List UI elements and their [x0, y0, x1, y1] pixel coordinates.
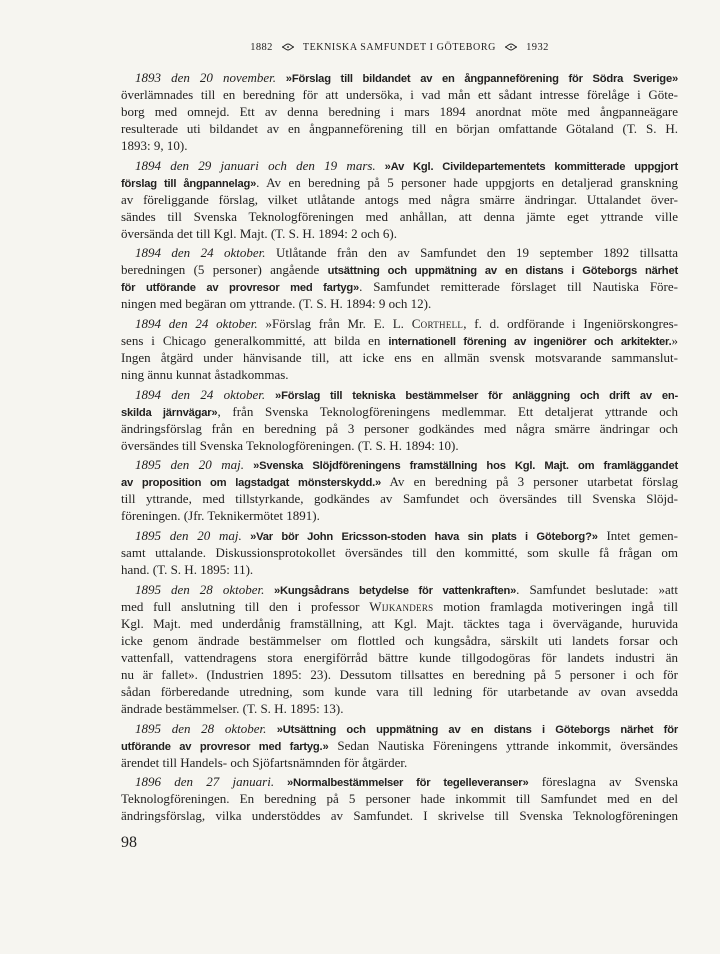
bold-title: »Kungsådrans betydelse för vattenkraften» [264, 584, 517, 597]
text-line [121, 666, 678, 683]
text-run: , från Svenska Teknologföreningens medlemmar. Ett detaljerat yttrande och [217, 403, 678, 419]
text-run: översända det till Kgl. Majt. (T. S. H. 1894: 2 och 6). [121, 225, 397, 241]
text-run: hand. (T. S. H. 1895: 11). [121, 562, 254, 578]
text-run: ningen med begäran om yttrande. (T. S. H. 1894: 9 och 12). [121, 296, 432, 312]
text-line [121, 69, 678, 86]
bold-title: för utförande av provresor med fartyg» [121, 282, 360, 295]
entry-date: 1894 den 24 oktober. [135, 386, 266, 402]
text-run: 1893: 9, 10). [121, 138, 188, 153]
text-run: ändringsförslag från en beredning på 3 personer godkändes med några smärre ändringar och [121, 420, 678, 436]
page-number: 98 [121, 834, 137, 851]
text-run: »Förslag från Mr. E. L. [257, 316, 412, 332]
text-line [121, 544, 678, 561]
text-line [121, 615, 678, 632]
text-line [121, 295, 678, 312]
text-run: beredningen (5 personer) angående [121, 262, 328, 278]
text-line [121, 807, 678, 824]
text-line [121, 581, 678, 598]
bold-title: förslag till ångpannelag» [121, 177, 257, 190]
bold-title: »Normalbestämmelser för tegelleveranser» [274, 777, 529, 790]
bold-title: utsättning och uppmätning av en distans i Göteborgs närhet [327, 265, 678, 278]
text-run: samt uttalande. Diskussionsprotokollet översändes till den kommitté, som skulle få frågan om [121, 545, 678, 561]
text-run: med full anslutning till den i professor [121, 598, 370, 614]
text-line [121, 315, 678, 332]
text-line [121, 120, 678, 137]
text-run: vattenfall, vattendragens stora energiförråd bättre kunde tillgodogöras för landets industri än [121, 649, 678, 665]
person-name: Wijkanders [369, 598, 434, 614]
text-run: sändes till Svenska Teknologföreningen med anhållan, att denna jämte eget yttrande ville [121, 208, 678, 224]
text-run: . Samfundet remitterade förslaget till Nautiska Före- [359, 279, 678, 295]
entry-date: 1896 den 27 januari. [135, 774, 275, 790]
text-run: Utlåtande från den av Samfundet den 19 september 1892 tillsatta [265, 245, 678, 261]
text-run: Ingen åtgärd under hänvisande till, att icke ens en allmän svensk motsvarande sammanslut- [121, 350, 678, 366]
entry-paragraph [121, 386, 678, 454]
text-run: till yttrande, med tillstyrkande, godkändes av Samfundet och översändes till Svenska Slöjd- [121, 491, 678, 507]
text-line [121, 773, 678, 790]
text-run: föreningen. (Jfr. Teknikermötet 1891). [121, 508, 320, 524]
running-header [121, 41, 678, 55]
text-line [121, 137, 678, 154]
text-run: motion framlagda motiveringen ingå till [433, 598, 678, 614]
entry-date: 1894 den 29 januari och den 19 mars. [135, 157, 376, 173]
text-run: . Samfundet beslutade: »att [516, 581, 678, 597]
bold-title: internationell förening av ingeniörer och arkitekter. [388, 336, 672, 349]
person-name: Corthell [411, 316, 464, 332]
bold-title: skilda järnvägar» [121, 406, 218, 419]
text-run: . Av en beredning på 5 personer hade uppgjorts en detaljerad granskning [256, 174, 678, 190]
text-run: Intet gemen- [597, 528, 678, 544]
text-line [121, 473, 678, 490]
text-line [121, 561, 678, 578]
entry-paragraph [121, 157, 678, 242]
text-run: Sedan Nautiska Föreningens yttrande inkommit, översändes [328, 737, 678, 753]
entry-date: 1895 den 28 oktober. [135, 581, 265, 597]
bold-title: av proposition om lagstadgat mönsterskydd.» [121, 477, 382, 490]
text-line [121, 790, 678, 807]
text-line [121, 278, 678, 295]
header-year-end: 1932 [526, 42, 549, 53]
text-line [121, 157, 678, 174]
text-line [121, 261, 678, 278]
text-line [121, 191, 678, 208]
entry-date: 1894 den 24 oktober. [135, 316, 258, 332]
bold-title: utförande av provresor med fartyg.» [121, 740, 329, 753]
bold-title: »Förslag till bildandet av en ångpanneförening för Södra Sverige» [276, 73, 678, 85]
bold-title: »Förslag till tekniska bestämmelser för anläggning och drift av en- [265, 389, 679, 402]
text-line [121, 366, 678, 383]
text-line [121, 349, 678, 366]
text-line [121, 720, 678, 737]
entry-date: 1894 den 24 oktober. [135, 245, 266, 261]
entry-paragraph [121, 456, 678, 524]
text-line [121, 507, 678, 524]
text-run: Teknologföreningen. En beredning på 5 personer hade inkommit till Samfundet med en del [121, 791, 678, 807]
text-run: , f. d. ordförande i Ingeniörskongres- [463, 316, 678, 332]
text-run: nu är fallet». (Industrien 1895: 23). Dessutom tillsattes en beredning på 5 personer i och för [121, 666, 678, 682]
text-line [121, 103, 678, 120]
text-line [121, 225, 678, 242]
text-run: resulterade uti bildandet av en ångpanneförening till en början omfattande Götaland (T. S. H. [121, 121, 678, 136]
text-line [121, 437, 678, 454]
entry-paragraph [121, 527, 678, 578]
entry-date: 1893 den 20 november. [135, 70, 277, 85]
text-line [121, 174, 678, 191]
text-line [121, 420, 678, 437]
text-line [121, 700, 678, 717]
entry-paragraph [121, 581, 678, 717]
text-line [121, 244, 678, 261]
text-run: ändrade bestämmelser. (T. S. H. 1895: 13). [121, 700, 344, 716]
entry-date: 1895 den 20 maj. [135, 528, 242, 544]
entry-paragraph [121, 244, 678, 312]
text-run: » [671, 333, 678, 349]
text-line [121, 386, 678, 403]
header-title: TEKNISKA SAMFUNDET I GÖTEBORG [302, 42, 496, 53]
ornament-icon [504, 43, 518, 51]
bold-title: »Av Kgl. Civildepartementets kommitterade uppgjort [375, 160, 678, 173]
text-run: borg med omnejd. Ett av denna beredning i mars 1894 anordnat möte med ångpanneägare [121, 104, 678, 119]
entry-paragraph [121, 720, 678, 771]
entry-date: 1895 den 28 oktober. [135, 720, 267, 736]
text-run: ändringsförslag, vilka understöddes av Samfundet. I skrivelse till Svenska Teknologföreningen [121, 808, 678, 824]
text-line [121, 754, 678, 771]
text-line [121, 632, 678, 649]
text-run: av föreliggande förslag, vilket utlåtande antogs med några smärre ändringar. Uttalandet över- [121, 191, 678, 207]
text-line [121, 490, 678, 507]
bold-title: »Svenska Slöjdföreningens framställning hos Kgl. Majt. om framläggandet [244, 460, 678, 473]
entry-paragraph [121, 773, 678, 824]
text-block [121, 69, 678, 824]
text-run: sens i Chicago generalkommitté, att bilda en [121, 333, 389, 349]
entry-date: 1895 den 20 maj. [135, 457, 244, 473]
text-run: Av en beredning på 3 personer utarbetat förslag [381, 474, 678, 490]
text-run: överlämnades till en beredning för att undersöka, i vad mån ett sådant intresse förelåge i Göte- [121, 87, 678, 102]
text-line [121, 86, 678, 103]
text-run: sådan förberedande utredning, som kunde vara till ledning för utarbetande av ovan avsedda [121, 683, 678, 699]
text-run: ning ännu kunnat åstadkommas. [121, 367, 289, 383]
text-line [121, 683, 678, 700]
text-run: ärendet till Handels- och Sjöfartsnämnden för åtgärder. [121, 754, 408, 770]
text-run: översändes till Svenska Teknologföreningen. (T. S. H. 1894: 10). [121, 437, 459, 453]
text-line [121, 598, 678, 615]
text-line [121, 649, 678, 666]
ornament-icon [281, 43, 295, 51]
text-line [121, 403, 678, 420]
text-line [121, 208, 678, 225]
bold-title: »Var bör John Ericsson-stoden hava sin plats i Göteborg?» [241, 531, 598, 544]
text-line [121, 527, 678, 544]
entry-paragraph [121, 69, 678, 154]
text-run: icke genom ändrade bestämmelser om flottled och kungsådra, särskilt uti landets forsar och [121, 632, 678, 648]
text-line [121, 332, 678, 349]
bold-title: »Utsättning och uppmätning av en distans i Göteborgs närhet för [266, 723, 678, 736]
entry-paragraph [121, 315, 678, 383]
text-line [121, 737, 678, 754]
text-run: föreslagna av Svenska [528, 774, 678, 790]
text-run: Kgl. Majt. med underdånig framställning, att Kgl. Majt. täcktes taga i övervägande, huruvida [121, 615, 678, 631]
text-line [121, 456, 678, 473]
header-year-start: 1882 [250, 42, 273, 53]
